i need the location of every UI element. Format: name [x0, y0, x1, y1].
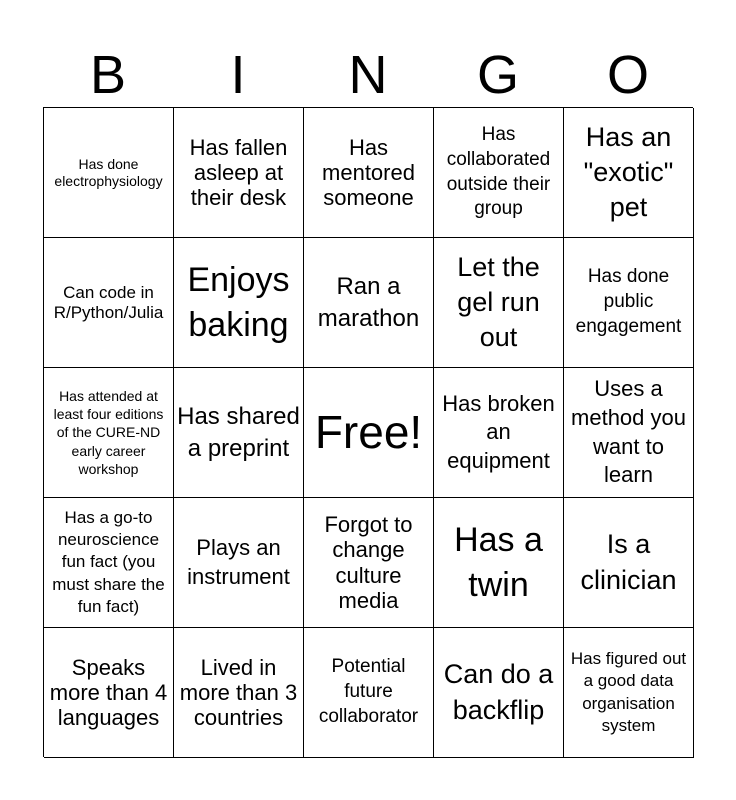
cell-text: Can code in R/Python/Julia: [53, 282, 164, 322]
cell-text: Has figured out a good data organisation system: [570, 649, 687, 735]
cell-text: Ran a marathon: [317, 273, 420, 332]
bingo-cell-r4-c1[interactable]: [174, 628, 304, 758]
cell-text: Forgot to change culture media: [324, 511, 413, 613]
header-letter-i: I: [230, 45, 246, 105]
bingo-cell-r4-c4[interactable]: [564, 628, 694, 758]
bingo-cell-r1-c4[interactable]: [564, 238, 694, 368]
cell-text: Let the gel run out: [457, 251, 540, 353]
cell-text: Is a clinician: [580, 529, 677, 595]
cell-text: Has done public engagement: [575, 266, 682, 337]
cell-text: Has an "exotic" pet: [583, 121, 674, 223]
cell-text: Speaks more than 4 languages: [49, 654, 168, 731]
cell-text: Has mentored someone: [322, 134, 415, 211]
bingo-cell-r0-c4[interactable]: [564, 108, 694, 238]
cell-text: Plays an instrument: [187, 534, 290, 589]
header-letter-o: O: [606, 45, 649, 105]
bingo-cell-r1-c1[interactable]: [174, 238, 304, 368]
cell-text: Enjoys baking: [187, 261, 290, 344]
bingo-cell-r2-c1[interactable]: [174, 368, 304, 498]
bingo-cell-r2-c4[interactable]: [564, 368, 694, 498]
bingo-cell-r4-c3[interactable]: [434, 628, 564, 758]
header-letter-n: N: [348, 45, 388, 105]
bingo-cell-r0-c1[interactable]: [174, 108, 304, 238]
cell-text: Uses a method you want to learn: [571, 376, 686, 488]
bingo-header: [43, 44, 693, 106]
cell-text: Potential future collaborator: [318, 656, 419, 727]
cell-text: Has broken an equipment: [442, 390, 555, 473]
cell-text: Has a go-to neuroscience fun fact (you must share the fun fact): [52, 508, 165, 616]
bingo-cell-r1-c3[interactable]: [434, 238, 564, 368]
cell-text: Can do a backflip: [443, 659, 554, 725]
bingo-cell-r0-c2[interactable]: [304, 108, 434, 238]
cell-text: Lived in more than 3 countries: [179, 654, 298, 731]
bingo-cell-free[interactable]: [304, 368, 434, 498]
bingo-cell-r3-c4[interactable]: [564, 498, 694, 628]
bingo-cell-r3-c0[interactable]: [44, 498, 174, 628]
bingo-cell-r3-c1[interactable]: [174, 498, 304, 628]
bingo-cell-r3-c2[interactable]: [304, 498, 434, 628]
cell-text: Has shared a preprint: [177, 403, 300, 462]
bingo-cell-r0-c0[interactable]: [44, 108, 174, 238]
bingo-cell-r4-c2[interactable]: [304, 628, 434, 758]
bingo-cell-r3-c3[interactable]: [434, 498, 564, 628]
bingo-grid: [43, 107, 693, 757]
cell-text: Has fallen asleep at their desk: [189, 134, 288, 211]
bingo-cell-r1-c2[interactable]: [304, 238, 434, 368]
header-letter-b: B: [89, 45, 127, 105]
bingo-cell-r1-c0[interactable]: [44, 238, 174, 368]
bingo-cell-r2-c0[interactable]: [44, 368, 174, 498]
bingo-cell-r2-c3[interactable]: [434, 368, 564, 498]
header-letter-g: G: [476, 45, 519, 105]
bingo-cell-r0-c3[interactable]: [434, 108, 564, 238]
cell-text: Has a twin: [454, 521, 543, 604]
bingo-cell-r4-c0[interactable]: [44, 628, 174, 758]
cell-text: Has collaborated outside their group: [446, 124, 551, 220]
cell-text: Has attended at least four editions of the CURE-ND early career workshop: [53, 388, 164, 477]
cell-text: Has done electrophysiology: [54, 156, 163, 189]
cell-text: Free!: [314, 406, 423, 459]
